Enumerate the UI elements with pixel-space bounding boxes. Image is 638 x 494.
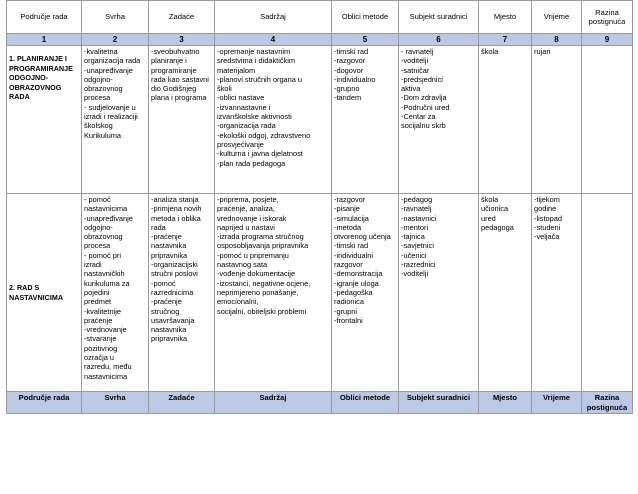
column-number: 6 (399, 34, 479, 46)
header-cell: Mjesto (479, 1, 532, 34)
footer-cell: Zadaće (149, 392, 215, 414)
table-row (7, 46, 633, 194)
header-cell: Oblici metode (332, 1, 399, 34)
column-number: 4 (215, 34, 332, 46)
zadace-cell: -sveobuhvatno planiranje i programiranje rada kao sastavni dio Godišnjeg plana i programa (149, 46, 215, 194)
footer-cell: Subjekt suradnici (399, 392, 479, 414)
razina-cell (582, 194, 633, 392)
footer-cell: Svrha (82, 392, 149, 414)
vrijeme-cell: rujan (532, 46, 582, 194)
subjekt-cell: - ravnatelj -voditelji -satničar -predsjednici aktiva -Dom zdravlja -Područni ured -Centar za socijalnu skrb (399, 46, 479, 194)
column-number: 7 (479, 34, 532, 46)
subjekt-cell: -pedagog -ravnatelj -nastavnici -mentori -tajnica -savjetnici -učenici -razrednici -voditelji (399, 194, 479, 392)
mjesto-cell: škola učionica ured pedagoga (479, 194, 532, 392)
mjesto-cell: škola (479, 46, 532, 194)
header-cell: Svrha (82, 1, 149, 34)
table-row (7, 194, 633, 392)
razina-cell (582, 46, 633, 194)
header-cell: Sadržaj (215, 1, 332, 34)
svrha-cell: -kvalitetna organizacija rada -unapređivanje odgojno- obrazovnog procesa - sudjelovanje u izradi i realizaciji školskog Kurikuluma (82, 46, 149, 194)
area-cell: 2. RAD S NASTAVNICIMA (7, 194, 82, 392)
header-cell: Zadaće (149, 1, 215, 34)
footer-cell: Područje rada (7, 392, 82, 414)
footer-cell: Sadržaj (215, 392, 332, 414)
header-row (7, 1, 633, 34)
area-cell: 1. PLANIRANJE I PROGRAMIRANJE ODGOJNO-OBRAZOVNOG RADA (7, 46, 82, 194)
vrijeme-cell: -tijekom godine -listopad -studeni -veljača (532, 194, 582, 392)
column-number: 8 (532, 34, 582, 46)
footer-cell: Mjesto (479, 392, 532, 414)
work-plan-table (6, 0, 633, 414)
column-number: 1 (7, 34, 82, 46)
zadace-cell: -analiza stanja -primjena novih metoda i oblika rada -praćenje nastavnika pripravnika -organizacijski stručni poslovi -pomoć razrednicima -praćenje stručnog usavršavanja nastavnika pripravnika (149, 194, 215, 392)
svrha-cell: - pomoć nastavnicima -unapređivanje odgojno- obrazovnog procesa - pomoć pri izradi nastavničkih kurikuluma za pojedini predmet -kvalitetnije praćenje -vrednovanje -stvaranje pozitivnog ozračja u razredu, među nastavnicima (82, 194, 149, 392)
footer-cell: Vrijeme (532, 392, 582, 414)
column-number: 3 (149, 34, 215, 46)
column-number: 9 (582, 34, 633, 46)
oblici-cell: -timski rad -razgovor -dogovor -individualno -grupno -tandem (332, 46, 399, 194)
footer-cell: Oblici metode (332, 392, 399, 414)
oblici-cell: -razgovor -pisanje -simulacija -metoda otvorenog učenja -timski rad -individualni razgovor -demonstracija -igranje uloga -pedagoška radionica -grupni -frontalni (332, 194, 399, 392)
footer-row (7, 392, 633, 414)
sadrzaj-cell: -opremanje nastavnim sredstvima i didaktičkim materijalom -planovi stručnih organa u školi -oblici nastave -izvannastavne i izvanškolske aktivnosti -organizacija rada -ekološki odgoj, zdravstveno prosvjećivanje -kulturna i javna djelatnost -plan rada pedagoga (215, 46, 332, 194)
column-number-row (7, 34, 633, 46)
column-number: 5 (332, 34, 399, 46)
header-cell: Subjekt suradnici (399, 1, 479, 34)
column-number: 2 (82, 34, 149, 46)
header-cell: Područje rada (7, 1, 82, 34)
header-cell: Vrijeme (532, 1, 582, 34)
footer-cell: Razina postignuća (582, 392, 633, 414)
header-cell: Razina postignuća (582, 1, 633, 34)
sadrzaj-cell: -priprema, posjete, praćenje, analiza, vrednovanje i iskorak naprijed u nastavi -izrada programa stručnog osposobljavanja pripravnika -pomoć u pripremanju nastavnog sata -vođenje dokumentacije -izostanci, negativne ocjene, neprimjereno ponašanje, emocionalni, socijalni, obiteljski problemi (215, 194, 332, 392)
